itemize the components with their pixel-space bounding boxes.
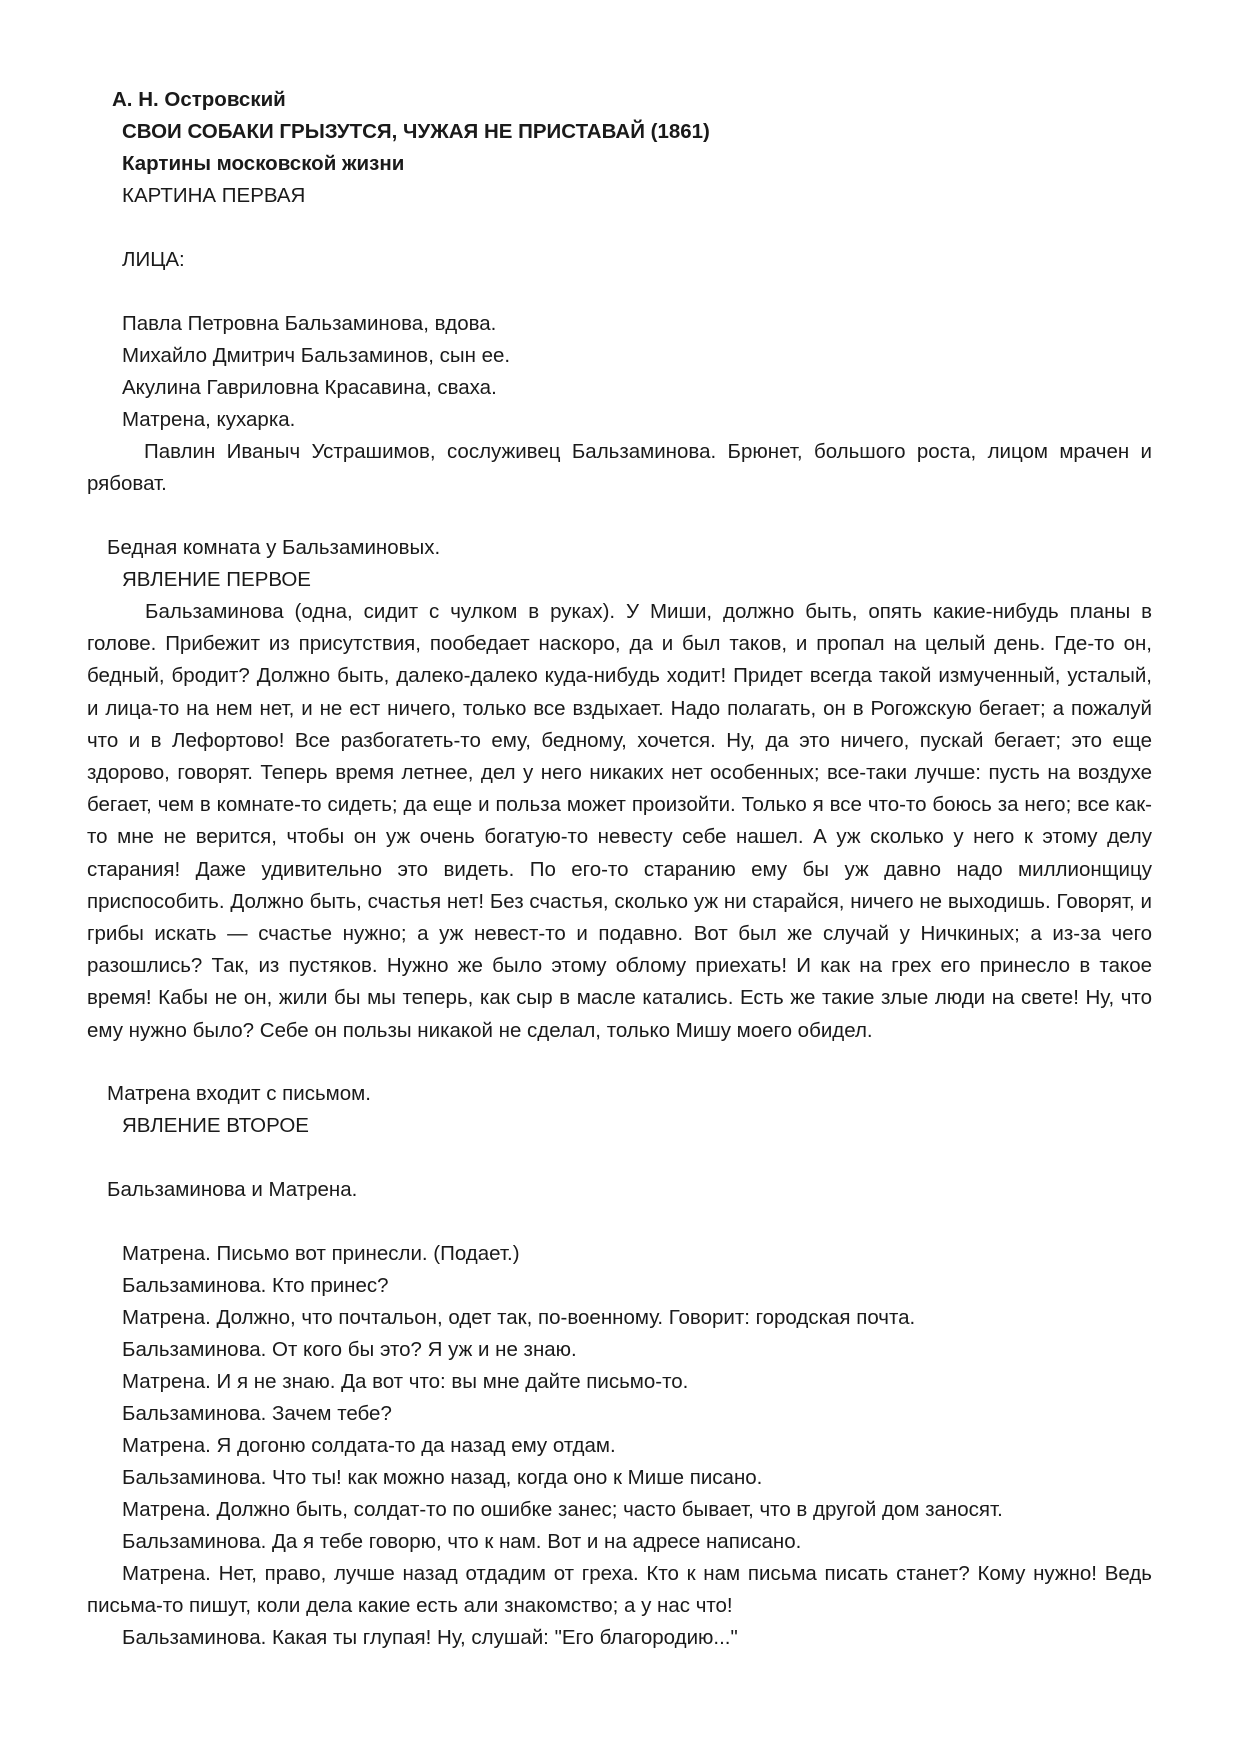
cast-member: Павла Петровна Бальзаминова, вдова. — [122, 312, 497, 335]
scene-heading: ЯВЛЕНИЕ ВТОРОЕ — [122, 1114, 309, 1137]
dialogue-line: Матрена. Должно быть, солдат-то по ошибке занес; часто бывает, что в другой дом заносят. — [122, 1498, 1003, 1521]
scene-heading: ЯВЛЕНИЕ ПЕРВОЕ — [122, 568, 311, 591]
play-title: СВОИ СОБАКИ ГРЫЗУТСЯ, ЧУЖАЯ НЕ ПРИСТАВАЙ (1861) — [122, 120, 710, 143]
dialogue-line: Бальзаминова. Кто принес? — [122, 1274, 389, 1297]
cast-member: Михайло Дмитрич Бальзаминов, сын ее. — [122, 344, 511, 367]
cast-member: Матрена, кухарка. — [122, 408, 296, 431]
part-heading: КАРТИНА ПЕРВАЯ — [122, 184, 306, 207]
dialogue-line: Бальзаминова. Да я тебе говорю, что к нам. Вот и на адресе написано. — [122, 1530, 802, 1553]
dialogue-line: Бальзаминова. Зачем тебе? — [122, 1402, 392, 1425]
dialogue-line: Бальзаминова. Что ты! как можно назад, когда оно к Мише писано. — [122, 1466, 763, 1489]
monologue-paragraph: Бальзаминова (одна, сидит с чулком в руках). У Миши, должно быть, опять какие-нибудь планы в голове. Прибежит из присутствия, пообедает наскоро, да и был таков, и пропал на целый день. Где-то он, бедный, бродит? Должно быть, далеко-далеко куда-нибудь ходит! Придет всегда такой измученный, усталый, и лица-то на нем нет, и не ест ничего, только все вздыхает. Надо полагать, он в Рогожскую бегает; а пожалуй что и в Лефортово! Все разбогатеть-то ему, бедному, хочется. Ну, да это ничего, пускай бегает; это еще здорово, говорят. Теперь время летнее, дел у него никаких нет особенных; все-таки лучше: пусть на воздухе бегает, чем в комнате-то сидеть; да еще и польза может произойти. Только я все что-то боюсь за него; все как-то мне не верится, чтобы он уж очень богатую-то невесту себе нашел. А уж сколько у него к этому делу старания! Даже удивительно это видеть. По его-то старанию ему бы уж давно надо миллионщицу приспособить. Должно быть, счастья нет! Без счастья, сколько уж ни старайся, ничего не выходишь. Говорят, и грибы искать — счастье нужно; а уж невест-то и подавно. Вот был же случай у Ничкиных; а из-за чего разошлись? Так, из пустяков. Нужно же было этому облому приехать! И как на грех его принесло в такое время! Кабы не он, жили бы мы теперь, как сыр в масле катались. Есть же такие злые люди на свете! Ну, что ему нужно было? Себе он пользы никакой не сделал, только Мишу моего обидел. — [87, 600, 1152, 1042]
cast-member: Акулина Гавриловна Красавина, сваха. — [122, 376, 497, 399]
stage-direction: Матрена входит с письмом. — [107, 1082, 371, 1105]
play-subtitle: Картины московской жизни — [122, 152, 405, 175]
dialogue-line: Бальзаминова. От кого бы это? Я уж и не знаю. — [122, 1338, 577, 1361]
scene-characters: Бальзаминова и Матрена. — [107, 1178, 358, 1201]
cast-member-last: Павлин Иваныч Устрашимов, сослуживец Бальзаминова. Брюнет, большого роста, лицом мрачен и рябоват. — [87, 440, 1152, 496]
author-name: А. Н. Островский — [112, 88, 286, 111]
dialogue-line-long: Матрена. Нет, право, лучше назад отдадим от греха. Кто к нам письма писать станет? Кому нужно! Ведь письма-то пишут, коли дела какие есть али знакомство; а у нас что! — [87, 1562, 1152, 1618]
dialogue-line: Матрена. Должно, что почтальон, одет так, по-военному. Говорит: городская почта. — [122, 1306, 916, 1329]
dialogue-line: Бальзаминова. Какая ты глупая! Ну, слушай: "Его благородию..." — [122, 1626, 738, 1649]
dialogue-line: Матрена. Я догоню солдата-то да назад ему отдам. — [122, 1434, 616, 1457]
dialogue-line: Матрена. Письмо вот принесли. (Подает.) — [122, 1242, 520, 1265]
dialogue-line: Матрена. И я не знаю. Да вот что: вы мне дайте письмо-то. — [122, 1370, 689, 1393]
cast-heading: ЛИЦА: — [122, 248, 185, 271]
scene-setting: Бедная комната у Бальзаминовых. — [107, 536, 441, 559]
